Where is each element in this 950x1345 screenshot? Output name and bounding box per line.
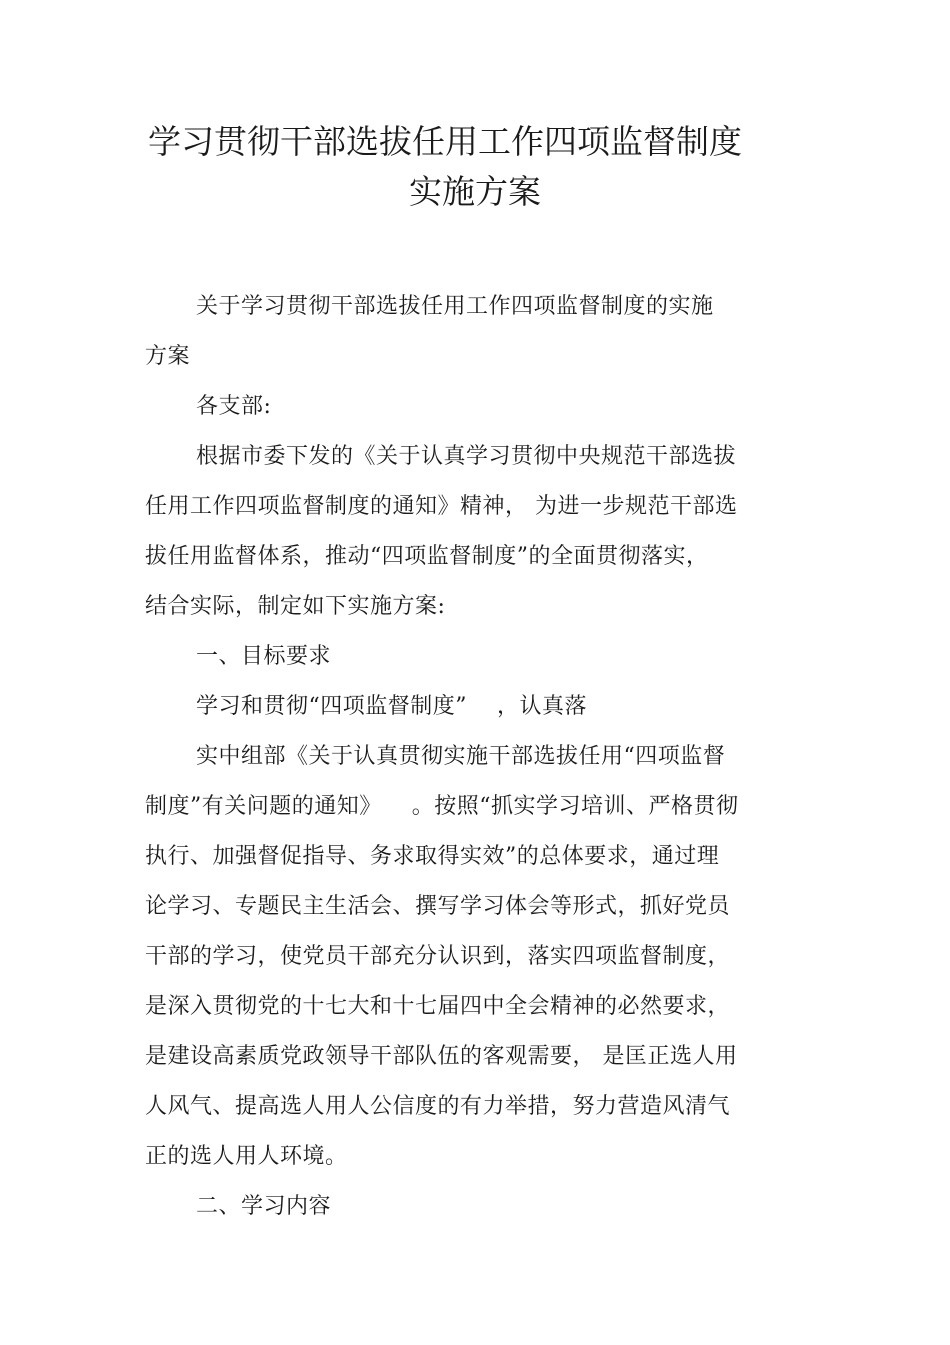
body-line: 正的选人用人环境。: [145, 1144, 348, 1169]
body-line: 根据市委下发的《关于认真学习贯彻中央规范干部选拔: [196, 444, 737, 469]
body-line: 人风气、提高选人用人公信度的有力举措，努力营造风清气: [145, 1094, 731, 1119]
body-line: 结合实际，制定如下实施方案:: [145, 594, 446, 619]
salutation: 各支部:: [196, 394, 272, 419]
body-line: 制度”有关问题的通知》 。按照“抓实学习培训、严格贯彻: [145, 794, 739, 819]
section-heading-2: 二、学习内容: [196, 1194, 332, 1219]
body-line: 执行、加强督促指导、务求取得实效”的总体要求，通过理: [145, 844, 720, 869]
subtitle-line-2: 方案: [145, 344, 191, 369]
body-line: 是建设高素质党政领导干部队伍的客观需要， 是匡正选人用: [145, 1044, 738, 1069]
body-line: 学习和贯彻“四项监督制度” ，认真落: [196, 694, 587, 719]
document-title-line-2: 实施方案: [409, 172, 541, 211]
body-line: 拔任用监督体系，推动“四项监督制度”的全面贯彻落实，: [145, 544, 709, 569]
subtitle-line-1: 关于学习贯彻干部选拔任用工作四项监督制度的实施: [196, 294, 714, 319]
body-line: 实中组部《关于认真贯彻实施干部选拔任用“四项监督: [196, 744, 726, 769]
section-heading-1: 一、目标要求: [196, 644, 332, 669]
body-line: 干部的学习，使党员干部充分认识到，落实四项监督制度，: [145, 944, 731, 969]
body-line: 论学习、专题民主生活会、撰写学习体会等形式，抓好党员: [145, 894, 731, 919]
body-line: 任用工作四项监督制度的通知》精神， 为进一步规范干部选: [145, 494, 738, 519]
document-title-line-1: 学习贯彻干部选拔任用工作四项监督制度: [148, 122, 742, 161]
body-line: 是深入贯彻党的十七大和十七届四中全会精神的必然要求，: [145, 994, 731, 1019]
